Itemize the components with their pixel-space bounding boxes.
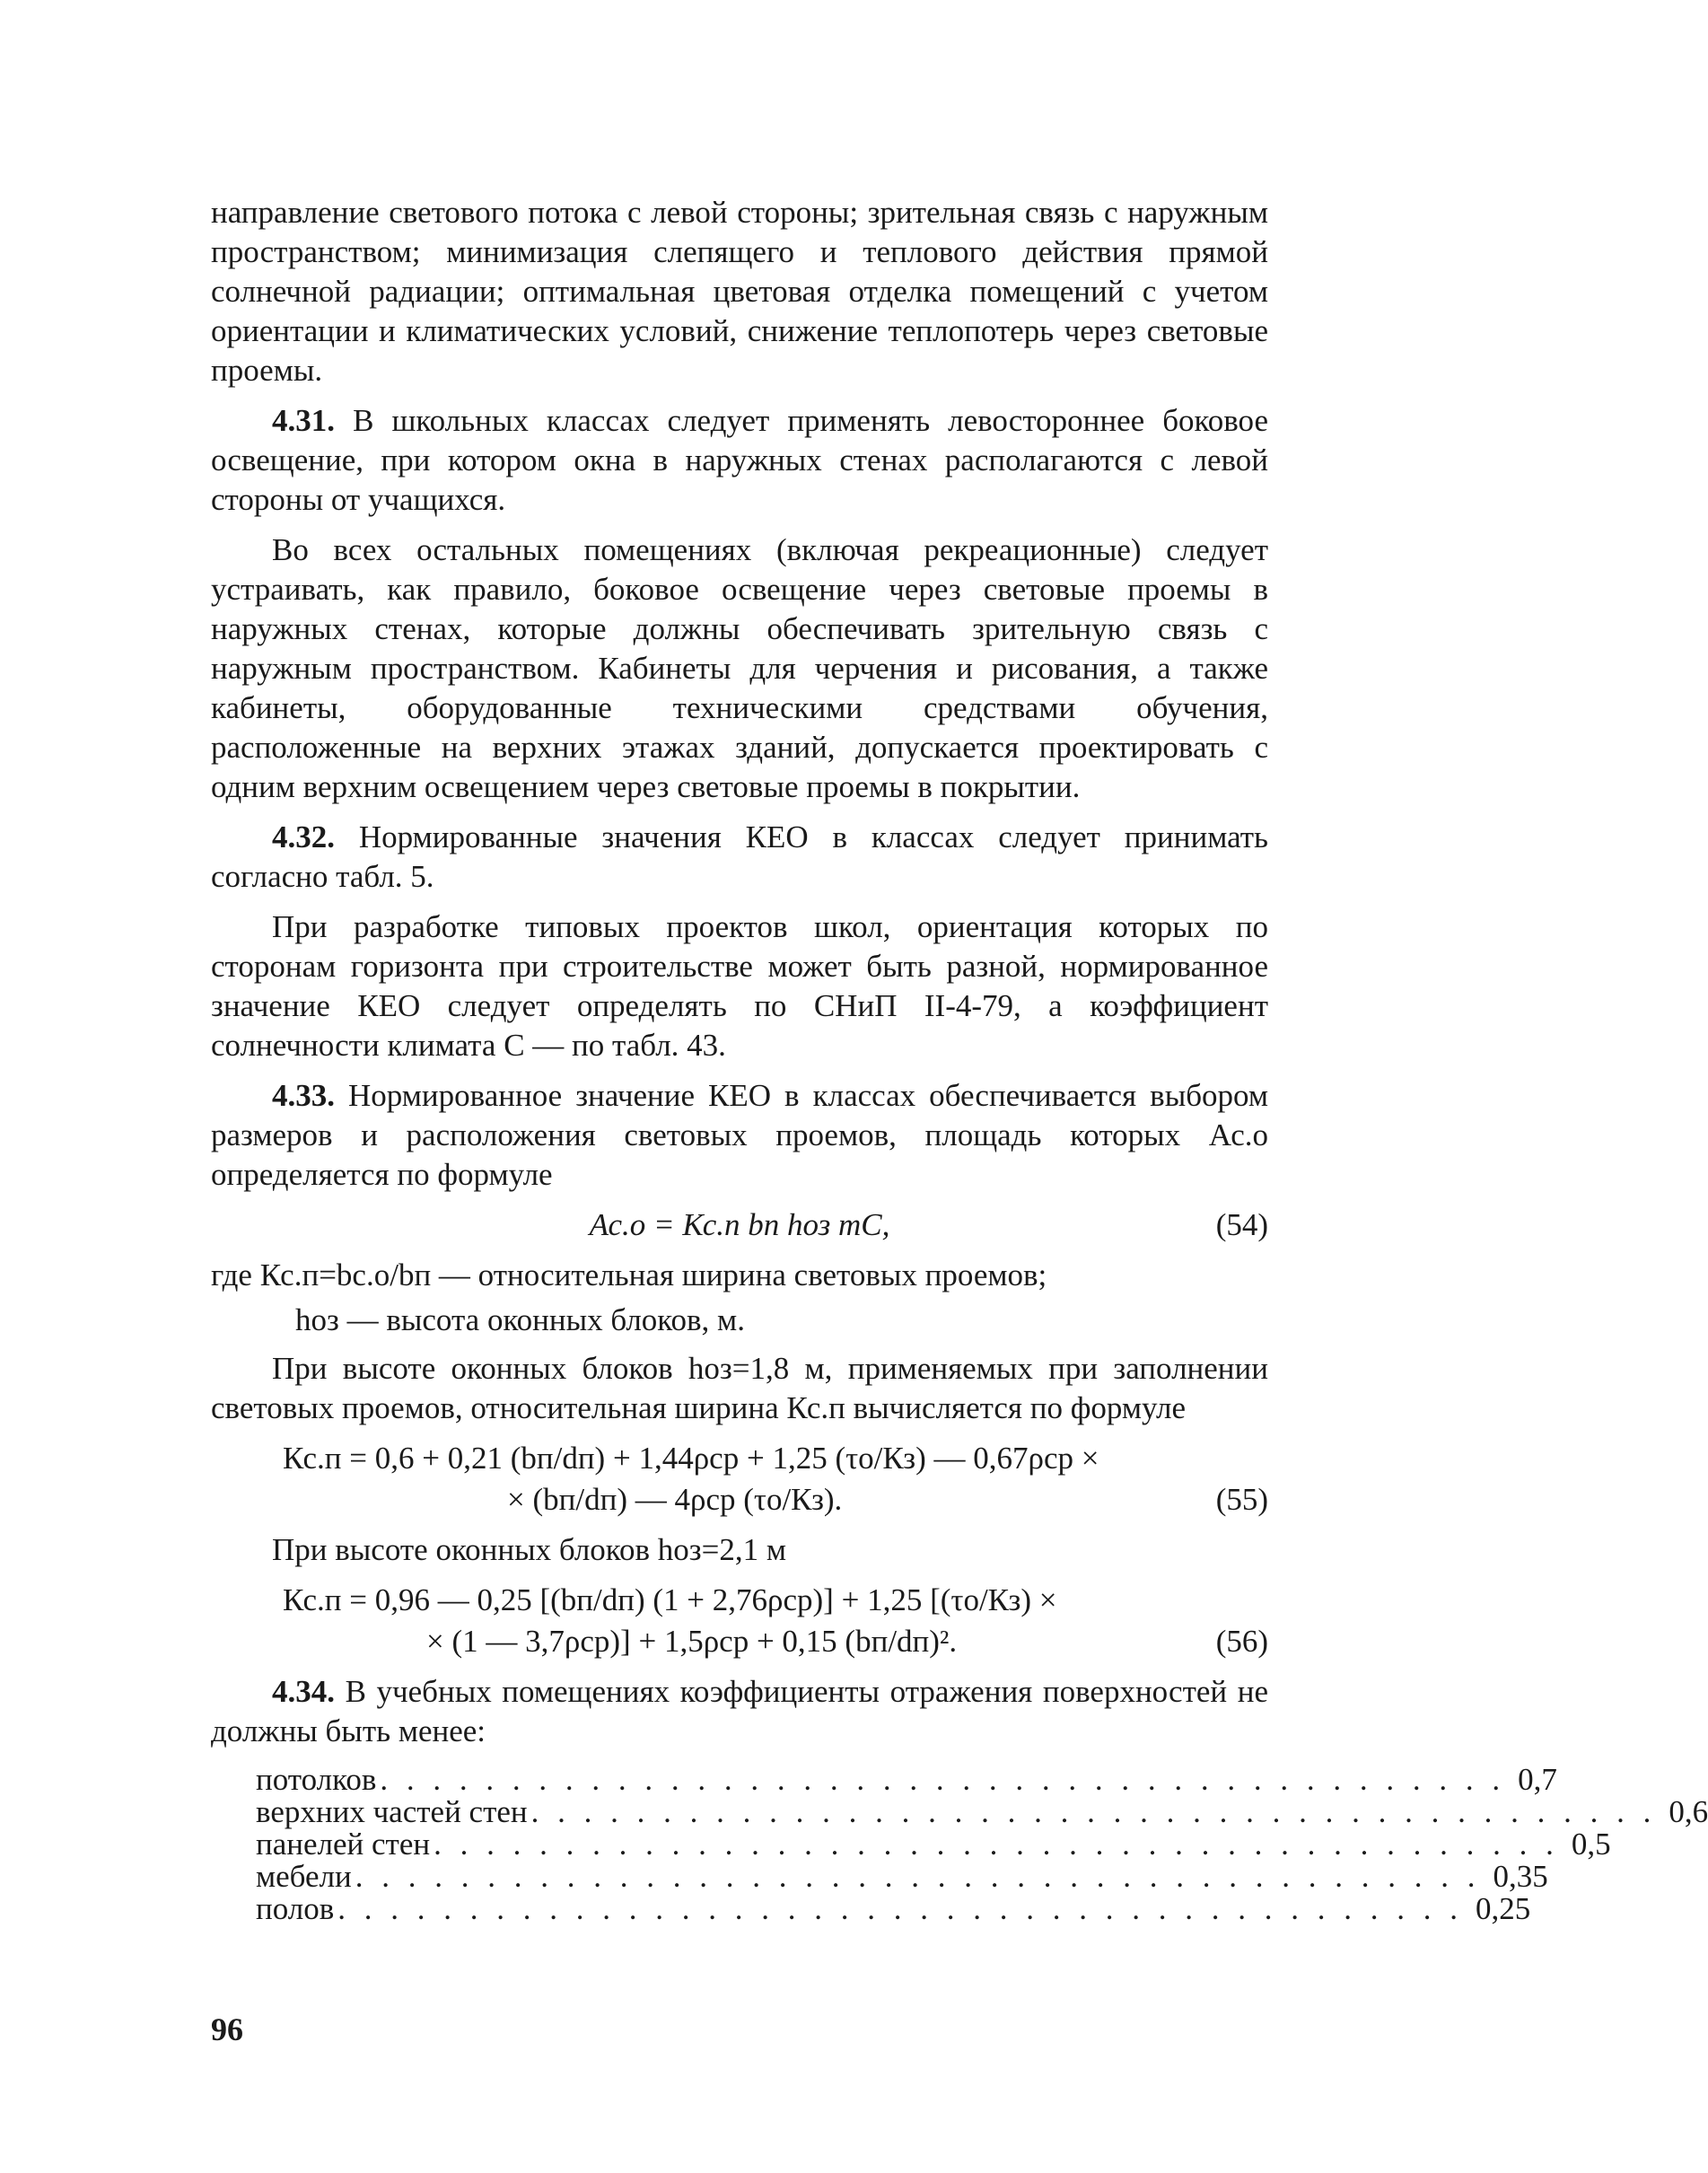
page-body bbox=[211, 193, 1708, 1926]
coefficient-name: верхних частей стен bbox=[256, 1794, 528, 1829]
where-clause-1: где Кс.п=bс.о/bп — относительная ширина световых проемов; bbox=[211, 1257, 1047, 1292]
dot-leader: . . . . . . . . . . . . . . . . . . . . . . . . . . . . . . . . . . . . . . . . . . . bbox=[434, 1827, 1559, 1862]
list-item bbox=[256, 1762, 1557, 1797]
formula-55-line-2: × (bп/dп) — 4ρср (τо/Кз). bbox=[507, 1482, 843, 1517]
clause-text-4-34: В учебных помещениях коэффициенты отражения поверхностей не должны быть менее: bbox=[211, 1674, 1268, 1748]
where-clause-2: hоз — высота оконных блоков, м. bbox=[295, 1302, 745, 1337]
formula-55-number: (55) bbox=[1215, 1482, 1268, 1517]
formula-54-number: (54) bbox=[1215, 1207, 1268, 1242]
reflection-coefficients-list bbox=[256, 1762, 1708, 1926]
paragraph-intro: направление светового потока с левой стороны; зрительная связь с наружным пространством; минимизация слепящего и теплового действия прямой солнечной радиации; оптимальная цветовая отделка помещений с учетом ориентации и климатических условий, снижение теплопотерь через световые проемы. bbox=[211, 195, 1268, 388]
coefficient-name: потолков bbox=[256, 1762, 377, 1797]
clause-number-4-32: 4.32. bbox=[272, 819, 335, 854]
paragraph-4-32 bbox=[211, 818, 1268, 897]
list-item bbox=[256, 1859, 1548, 1894]
formula-55-line-1: Кс.п = 0,6 + 0,21 (bп/dп) + 1,44ρср + 1,25 (τо/Кз) — 0,67ρср × bbox=[283, 1441, 1099, 1476]
formula-56-line-2: × (1 — 3,7ρср)] + 1,5ρср + 0,15 (bп/dп)². bbox=[426, 1624, 958, 1659]
formula-54 bbox=[211, 1205, 1268, 1250]
clause-number-4-34: 4.34. bbox=[272, 1674, 335, 1709]
page-number: 96 bbox=[211, 2011, 243, 2047]
clause-text-4-33: Нормированное значение КЕО в классах обеспечивается выбором размеров и расположения световых проемов, площадь которых Ас.о определяется по формуле bbox=[211, 1078, 1269, 1192]
coefficient-name: мебели bbox=[256, 1859, 352, 1894]
dot-leader: . . . . . . . . . . . . . . . . . . . . . . . . . . . . . . . . . . . . . . . . . . . bbox=[530, 1794, 1657, 1829]
formula-56 bbox=[211, 1581, 1268, 1663]
paragraph-4-33 bbox=[211, 1076, 1268, 1195]
paragraph-4-31 bbox=[211, 401, 1268, 520]
coefficient-name: полов bbox=[256, 1891, 335, 1926]
formula-56-line-1: Кс.п = 0,96 — 0,25 [(bп/dп) (1 + 2,76ρср)] + 1,25 [(τо/Кз) × bbox=[283, 1582, 1057, 1617]
clause-text-4-32: Нормированные значения КЕО в классах следует принимать согласно табл. 5. bbox=[211, 819, 1269, 894]
formula-55 bbox=[211, 1439, 1268, 1521]
list-item bbox=[256, 1891, 1531, 1926]
dot-leader: . . . . . . . . . . . . . . . . . . . . . . . . . . . . . . . . . . . . . . . . . . . bbox=[380, 1762, 1506, 1797]
paragraph-height-1-8: При высоте оконных блоков hоз=1,8 м, применяемых при заполнении световых проемов, относительная ширина Кс.п вычисляется по формуле bbox=[211, 1351, 1268, 1425]
paragraph-4-34 bbox=[211, 1672, 1268, 1751]
clause-number-4-33: 4.33. bbox=[272, 1078, 335, 1113]
coefficient-value: 0,25 bbox=[1476, 1891, 1531, 1926]
coefficient-value: 0,5 bbox=[1571, 1827, 1611, 1862]
coefficient-value: 0,6 bbox=[1669, 1794, 1708, 1829]
formula-54-expression: Ас.о = Кс.п bп hоз mC, bbox=[589, 1207, 890, 1242]
coefficient-name: панелей стен bbox=[256, 1827, 431, 1862]
paragraph-typical-projects: При разработке типовых проектов школ, ориентация которых по сторонам горизонта при строительстве может быть разной, нормированное значение КЕО следует определять по СНиП II-4-79, а коэффициент солнечности климата С — по табл. 43. bbox=[211, 909, 1268, 1063]
paragraph-other-rooms: Во всех остальных помещениях (включая рекреационные) следует устраивать, как правило, боковое освещение через световые проемы в наружных стенах, которые должны обеспечивать зрительную связь с наружным пространством. Кабинеты для черчения и рисования, а также кабинеты, оборудованные техническими средствами обучения, расположенные на верхних этажах зданий, допускается проектировать с одним верхним освещением через световые проемы в покрытии. bbox=[211, 532, 1268, 804]
clause-text-4-31: В школьных классах следует применять левостороннее боковое освещение, при котором окна в наружных стенах располагаются с левой стороны от учащихся. bbox=[211, 403, 1269, 517]
dot-leader: . . . . . . . . . . . . . . . . . . . . . . . . . . . . . . . . . . . . . . . . . . . bbox=[337, 1891, 1464, 1926]
coefficient-value: 0,35 bbox=[1493, 1859, 1548, 1894]
list-item bbox=[256, 1794, 1708, 1829]
formula-56-number: (56) bbox=[1215, 1624, 1268, 1659]
paragraph-height-2-1: При высоте оконных блоков hоз=2,1 м bbox=[272, 1532, 787, 1567]
list-item bbox=[256, 1827, 1611, 1862]
clause-number-4-31: 4.31. bbox=[272, 403, 335, 438]
coefficient-value: 0,7 bbox=[1518, 1762, 1557, 1797]
dot-leader: . . . . . . . . . . . . . . . . . . . . . . . . . . . . . . . . . . . . . . . . . . . bbox=[355, 1859, 1481, 1894]
